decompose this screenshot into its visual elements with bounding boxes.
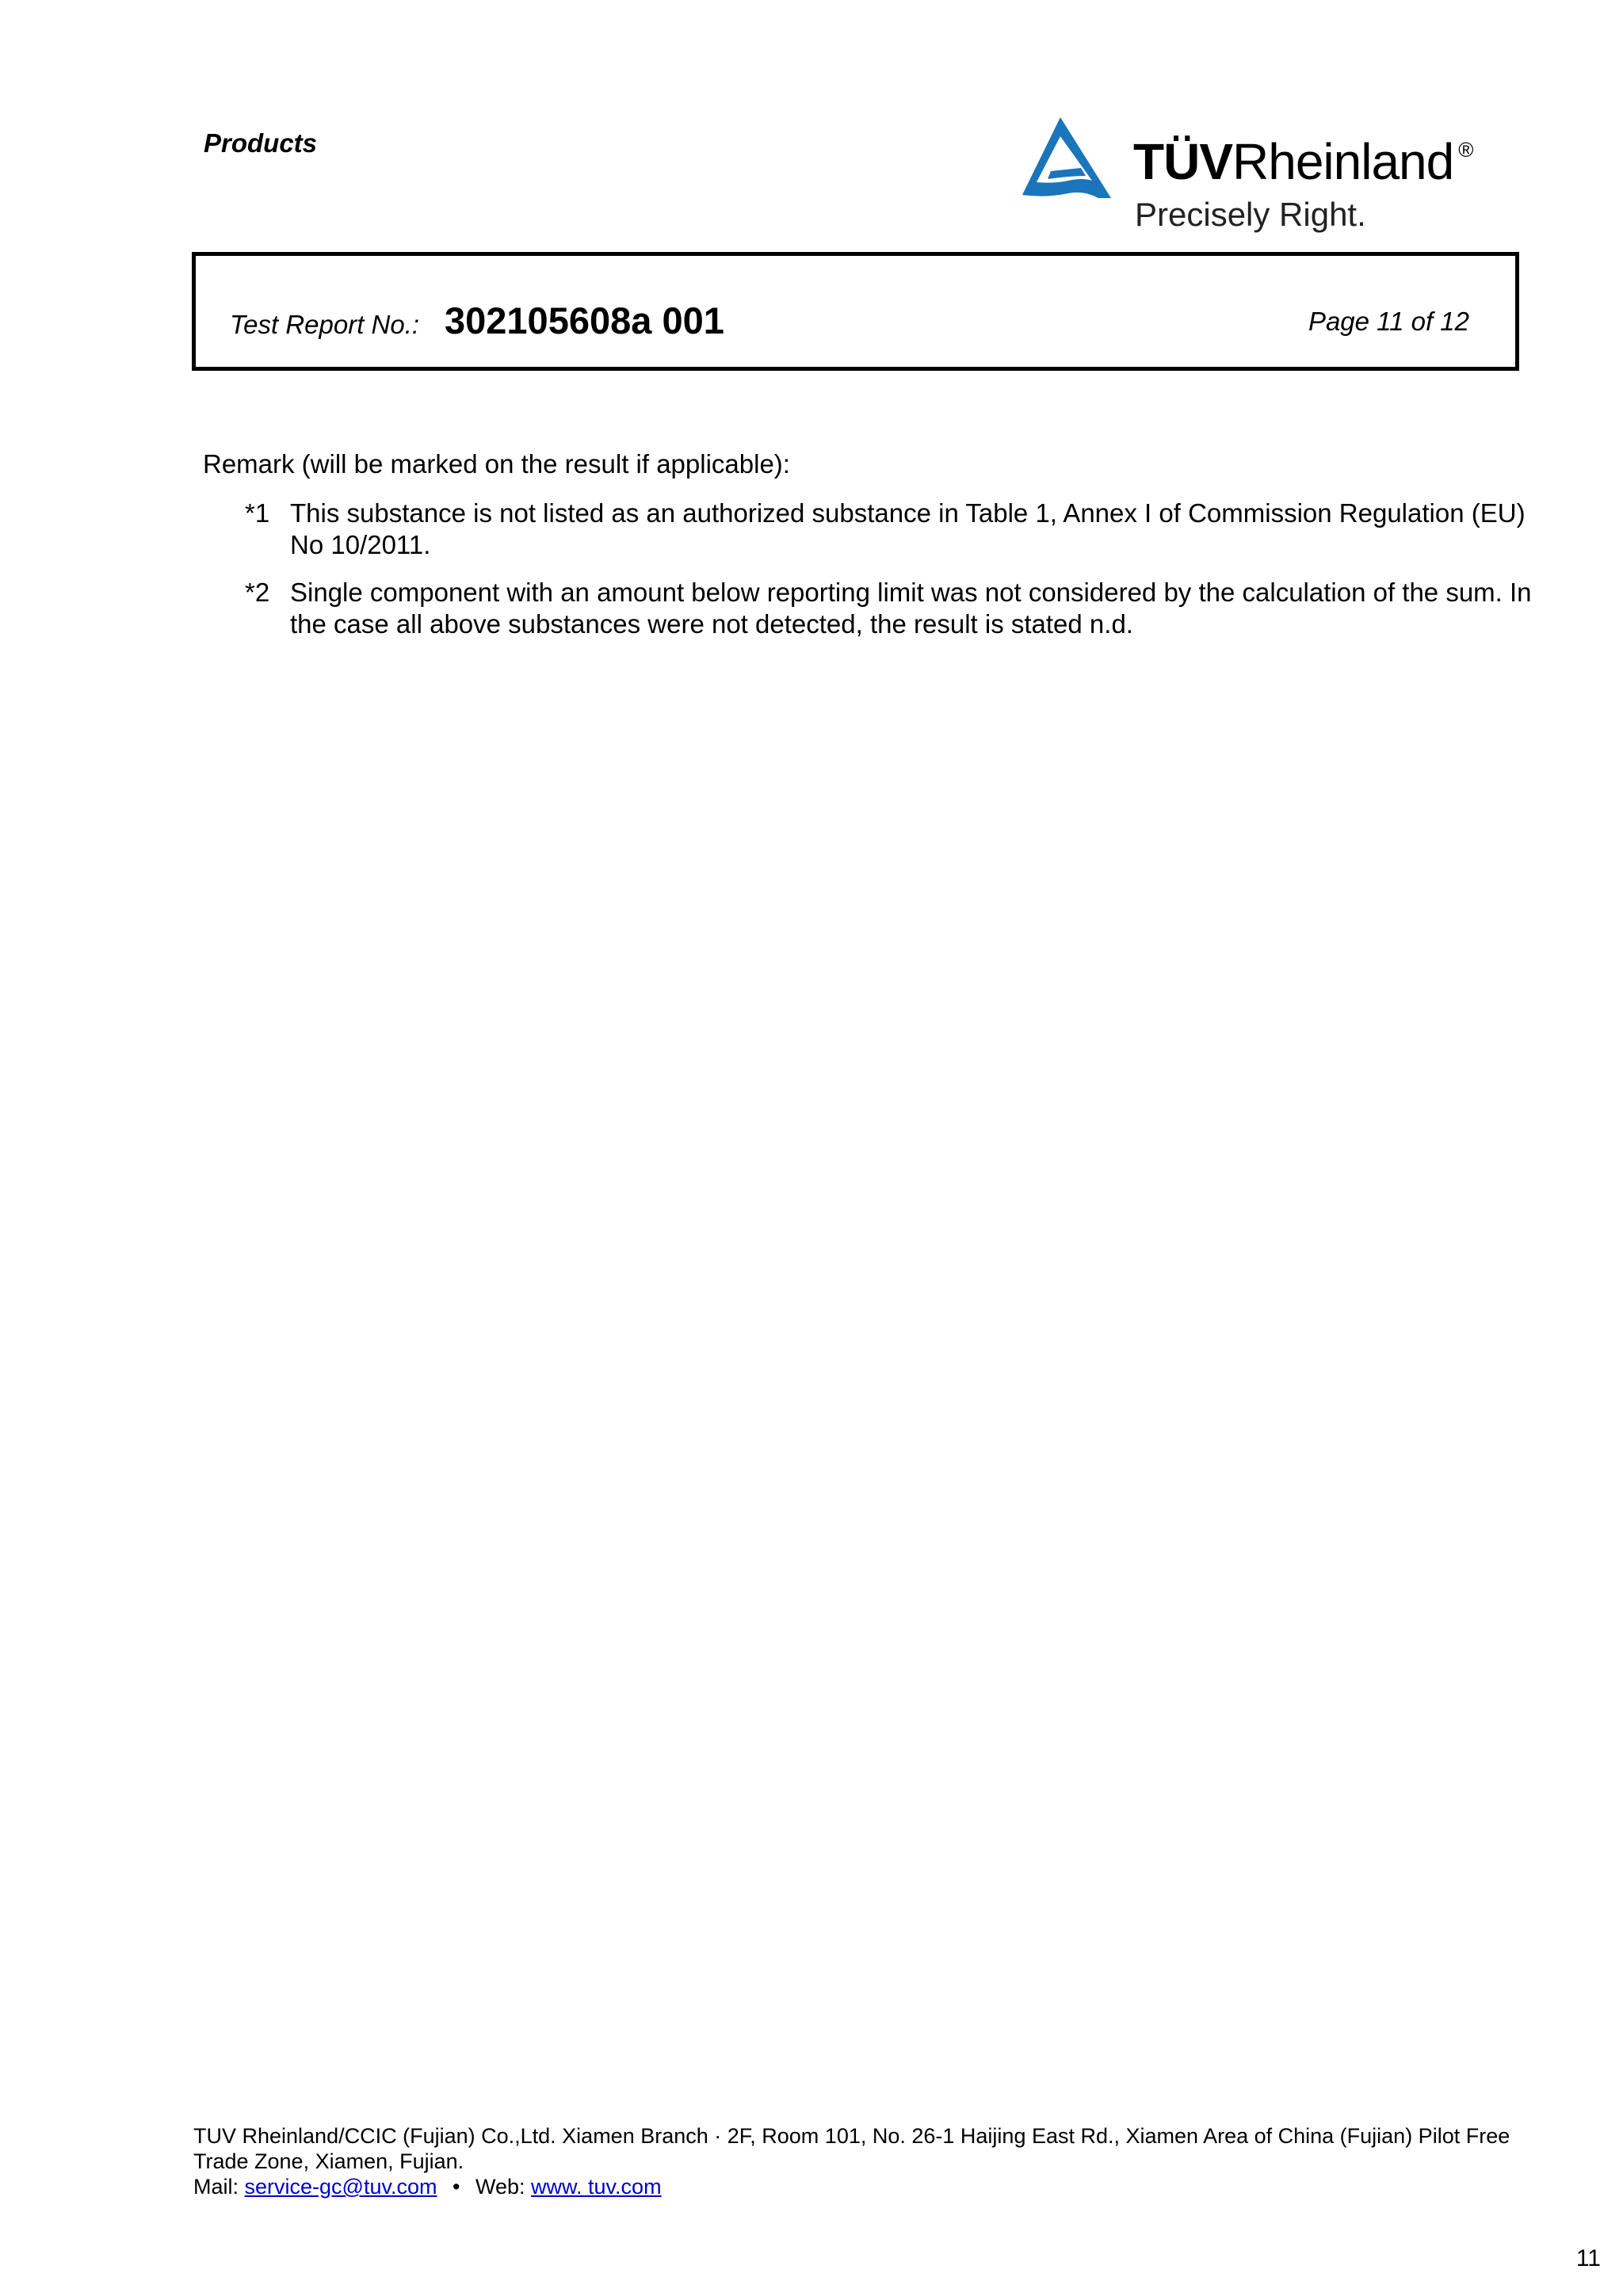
company-address: TUV Rheinland/CCIC (Fujian) Co.,Ltd. Xiamen Branch · 2F, Room 101, No. 26-1 Haijing East Rd., Xiamen Area of China (Fujian) Pilot Free Trade Zone, Xiamen, Fujian. — [193, 2124, 1510, 2173]
remark-marker: *1 — [245, 498, 270, 528]
remark-item — [203, 498, 1534, 561]
remark-marker: *2 — [245, 578, 270, 607]
brand-bold: TÜV — [1133, 133, 1232, 190]
remarks-section — [203, 448, 1534, 656]
brand-name — [1133, 133, 1473, 190]
page-footer — [193, 2123, 1541, 2199]
remark-text: This substance is not listed as an authorized substance in Table 1, Annex I of Commission Regulation (EU) No 10/2011. — [290, 498, 1526, 559]
mail-label: Mail: — [193, 2175, 239, 2199]
contact-line — [193, 2174, 1541, 2199]
remark-text: Single component with an amount below reporting limit was not considered by the calculation of the sum. In the case all above substances were not detected, the result is stated n.d. — [290, 578, 1532, 639]
registered-mark: ® — [1458, 138, 1473, 162]
remarks-heading: Remark (will be marked on the result if applicable): — [203, 449, 790, 479]
brand-regular: Rheinland — [1232, 133, 1454, 190]
report-number-label: Test Report No.: — [230, 310, 420, 339]
separator: • — [453, 2175, 460, 2199]
mail-link[interactable]: service-gc@tuv.com — [244, 2175, 437, 2199]
tuv-triangle-logo-icon — [1019, 116, 1113, 201]
report-header-box — [192, 252, 1519, 371]
page-number: 11 — [1575, 2245, 1601, 2271]
section-label: Products — [204, 128, 318, 158]
tuv-rheinland-logo — [1016, 113, 1507, 239]
web-label: Web: — [475, 2175, 525, 2199]
page-indicator: Page 11 of 12 — [1308, 307, 1469, 336]
remark-item — [203, 577, 1534, 640]
web-link[interactable]: www. tuv.com — [531, 2175, 662, 2199]
report-number: 302105608a 001 — [445, 299, 724, 341]
brand-tagline: Precisely Right. — [1135, 196, 1366, 233]
